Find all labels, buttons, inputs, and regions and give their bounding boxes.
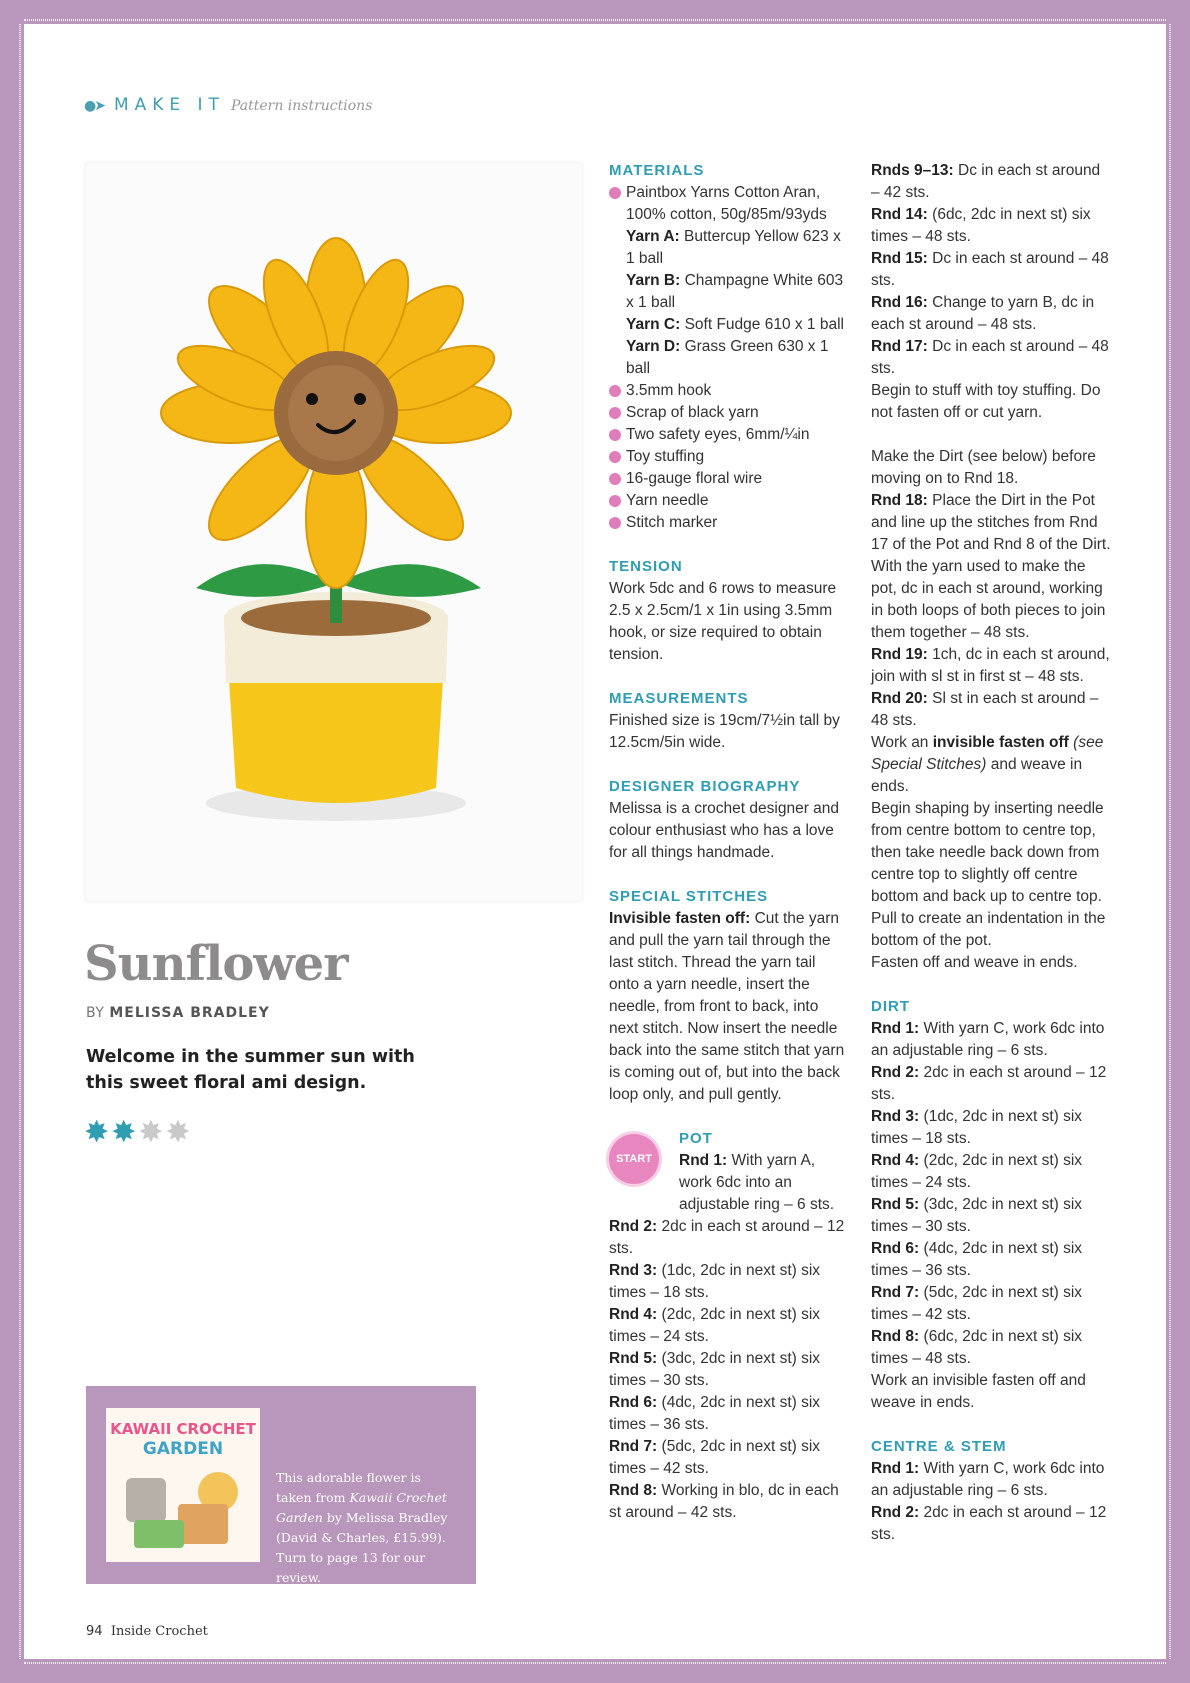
byline — [86, 1005, 270, 1021]
round-line: Rnd 17: Dc in each st around – 48 sts. — [871, 338, 1109, 377]
round-line: Rnd 18: Place the Dirt in the Pot and line up the stitches from Rnd 17 of the Pot and Rnd 8 of the Dirt. With the yarn used to make the pot, dc in each st around, working in both loops of both pieces to join them together – 48 sts. — [871, 492, 1111, 641]
book-title: Kawaii Crochet Garden — [276, 1490, 447, 1525]
round-line: Rnd 16: Change to yarn B, dc in each st around – 48 sts. — [871, 294, 1095, 333]
materials-item: Two safety eyes, 6mm/¼in — [609, 424, 849, 446]
materials-item: Scrap of black yarn — [609, 402, 849, 424]
book-text-before: This adorable flower is taken from — [276, 1470, 421, 1505]
book-cover-image — [106, 1408, 260, 1562]
round-line: Rnd 4: (2dc, 2dc in next st) six times – 24 sts. — [871, 1152, 1083, 1191]
dirt-note: Make the Dirt (see below) before moving on to Rnd 18. — [871, 448, 1096, 487]
materials-item: Stitch marker — [609, 512, 849, 534]
page-border-bottom — [0, 1659, 1190, 1683]
star-empty-icon: ✸ — [138, 1115, 164, 1150]
round-line: Rnd 4: (2dc, 2dc in next st) six times – 24 sts. — [609, 1306, 821, 1345]
book-cover-title-line1: KAWAII CROCHET — [110, 1420, 256, 1438]
page-border-top — [0, 0, 1190, 24]
special-stitches-heading: SPECIAL STITCHES — [609, 888, 769, 905]
round-line: Rnd 8: (6dc, 2dc in next st) six times – 48 sts. — [871, 1328, 1083, 1367]
yarn-item: Yarn D: Grass Green 630 x 1 ball — [626, 338, 829, 377]
star-empty-icon: ✸ — [165, 1115, 191, 1150]
sunflower-illustration — [86, 163, 582, 901]
bullet-icon — [609, 385, 621, 397]
pot-section — [609, 1128, 849, 1216]
yarn-item: Yarn C: Soft Fudge 610 x 1 ball — [626, 316, 844, 333]
bullet-icon — [609, 429, 621, 441]
materials-item: Yarn needle — [609, 490, 849, 512]
yarn-item: Yarn B: Champagne White 603 x 1 ball — [626, 272, 844, 311]
round-line: Rnd 8: Working in blo, dc in each st around – 42 sts. — [609, 1482, 839, 1521]
page-border-left — [0, 0, 24, 1683]
tension-heading: TENSION — [609, 558, 683, 575]
book-text-after: by Melissa Bradley (David & Charles, £15.99). Turn to page 13 for our review. — [276, 1510, 448, 1585]
round-line: Rnd 1: With yarn C, work 6dc into an adjustable ring – 6 sts. — [871, 1460, 1105, 1499]
section-subtitle: Pattern instructions — [230, 98, 373, 114]
book-promo-box — [86, 1386, 476, 1584]
difficulty-rating — [84, 1115, 191, 1150]
centre-stem-heading: CENTRE & STEM — [871, 1438, 1007, 1455]
materials-item: 3.5mm hook — [609, 380, 849, 402]
materials-item: Toy stuffing — [609, 446, 849, 468]
pot-heading: POT — [679, 1130, 713, 1147]
round-line: Rnd 7: (5dc, 2dc in next st) six times – 42 sts. — [871, 1284, 1083, 1323]
star-filled-icon: ✸ — [111, 1115, 137, 1150]
materials-item: 16-gauge floral wire — [609, 468, 849, 490]
book-cover-title-line2: GARDEN — [142, 1439, 224, 1459]
pull-note: Pull to create an indentation in the bottom of the pot. — [871, 910, 1106, 949]
round-line: Rnd 14: (6dc, 2dc in next st) six times – 48 sts. — [871, 206, 1091, 245]
pattern-title: Sunflower — [84, 936, 348, 992]
bullet-icon — [609, 407, 621, 419]
dirt-heading: DIRT — [871, 998, 910, 1015]
round-line: Rnd 3: (1dc, 2dc in next st) six times – 18 sts. — [609, 1262, 821, 1301]
arrow-icon: ●➤ — [84, 98, 104, 114]
yarn-list — [609, 226, 849, 380]
book-promo-text — [276, 1468, 456, 1588]
round-line: Rnd 15: Dc in each st around – 48 sts. — [871, 250, 1109, 289]
instructions-column-2 — [871, 160, 1111, 1546]
dirt-finish: Work an invisible fasten off and weave in ends. — [871, 1372, 1086, 1411]
round-line: Rnd 5: (3dc, 2dc in next st) six times – 30 sts. — [609, 1350, 821, 1389]
round-line: Rnd 20: Sl st in each st around – 48 sts. — [871, 690, 1099, 729]
finish-note: Work an invisible fasten off (see Special Stitches) and weave in ends. — [871, 734, 1104, 795]
round-line: Rnd 6: (4dc, 2dc in next st) six times – 36 sts. — [609, 1394, 821, 1433]
measurements-text: Finished size is 19cm/7½in tall by 12.5cm/5in wide. — [609, 712, 840, 751]
bullet-icon — [609, 451, 621, 463]
round-line: Rnd 19: 1ch, dc in each st around, join with sl st in first st – 48 sts. — [871, 646, 1110, 685]
round-line: Rnd 1: With yarn A, work 6dc into an adjustable ring – 6 sts. — [679, 1152, 835, 1213]
bullet-icon — [609, 517, 621, 529]
publication-name: Inside Crochet — [110, 1624, 208, 1639]
round-line: Rnds 9–13: Dc in each st around – 42 sts. — [871, 162, 1101, 201]
special-stitches-text: Invisible fasten off: Cut the yarn and pull the yarn tail through the last stitch. Thread the yarn tail onto a yarn needle, insert the needle, from front to back, into next stitch. Now insert the needle back into the same stitch that yarn is coming out of, but into the back loop only, and pull gently. — [609, 910, 845, 1103]
round-line: Rnd 2: 2dc in each st around – 12 sts. — [609, 1218, 845, 1257]
page-footer — [86, 1624, 208, 1639]
round-line: Rnd 3: (1dc, 2dc in next st) six times – 18 sts. — [871, 1108, 1083, 1147]
intro-text: Welcome in the summer sun with this sweet floral ami design. — [86, 1047, 415, 1093]
instructions-column-1 — [609, 160, 849, 1524]
start-badge: START — [609, 1134, 659, 1184]
shaping-note: Begin shaping by inserting needle from centre bottom to centre top, then take needle back down from centre top to slightly off centre bottom and back up to centre top. — [871, 800, 1104, 905]
biography-heading: DESIGNER BIOGRAPHY — [609, 778, 801, 795]
round-line: Rnd 6: (4dc, 2dc in next st) six times – 36 sts. — [871, 1240, 1083, 1279]
round-line: Rnd 2: 2dc in each st around – 12 sts. — [871, 1064, 1107, 1103]
byline-prefix: BY — [86, 1005, 105, 1021]
round-line: Rnd 7: (5dc, 2dc in next st) six times – 42 sts. — [609, 1438, 821, 1477]
sunflower-photo — [86, 163, 582, 901]
bullet-icon — [609, 473, 621, 485]
round-line: Rnd 2: 2dc in each st around – 12 sts. — [871, 1504, 1107, 1543]
bullet-icon — [609, 187, 621, 199]
fasten-note: Fasten off and weave in ends. — [871, 954, 1078, 971]
page-number: 94 — [86, 1624, 103, 1639]
materials-item: Paintbox Yarns Cotton Aran, 100% cotton, 50g/85m/93yds — [609, 182, 849, 226]
tension-text: Work 5dc and 6 rows to measure 2.5 x 2.5cm/1 x 1in using 3.5mm hook, or size required to obtain tension. — [609, 580, 837, 663]
bullet-icon — [609, 495, 621, 507]
round-line: Rnd 1: With yarn C, work 6dc into an adjustable ring – 6 sts. — [871, 1020, 1105, 1059]
yarn-item: Yarn A: Buttercup Yellow 623 x 1 ball — [626, 228, 841, 267]
star-filled-icon: ✸ — [84, 1115, 110, 1150]
materials-heading: MATERIALS — [609, 162, 705, 179]
section-label: MAKE IT — [113, 95, 225, 115]
measurements-heading: MEASUREMENTS — [609, 690, 749, 707]
biography-text: Melissa is a crochet designer and colour enthusiast who has a love for all things handmade. — [609, 800, 840, 861]
page-border-right — [1166, 0, 1190, 1683]
author-name: MELISSA BRADLEY — [109, 1005, 270, 1021]
stuff-note: Begin to stuff with toy stuffing. Do not fasten off or cut yarn. — [871, 382, 1101, 421]
round-line: Rnd 5: (3dc, 2dc in next st) six times – 30 sts. — [871, 1196, 1083, 1235]
section-header — [84, 95, 372, 115]
